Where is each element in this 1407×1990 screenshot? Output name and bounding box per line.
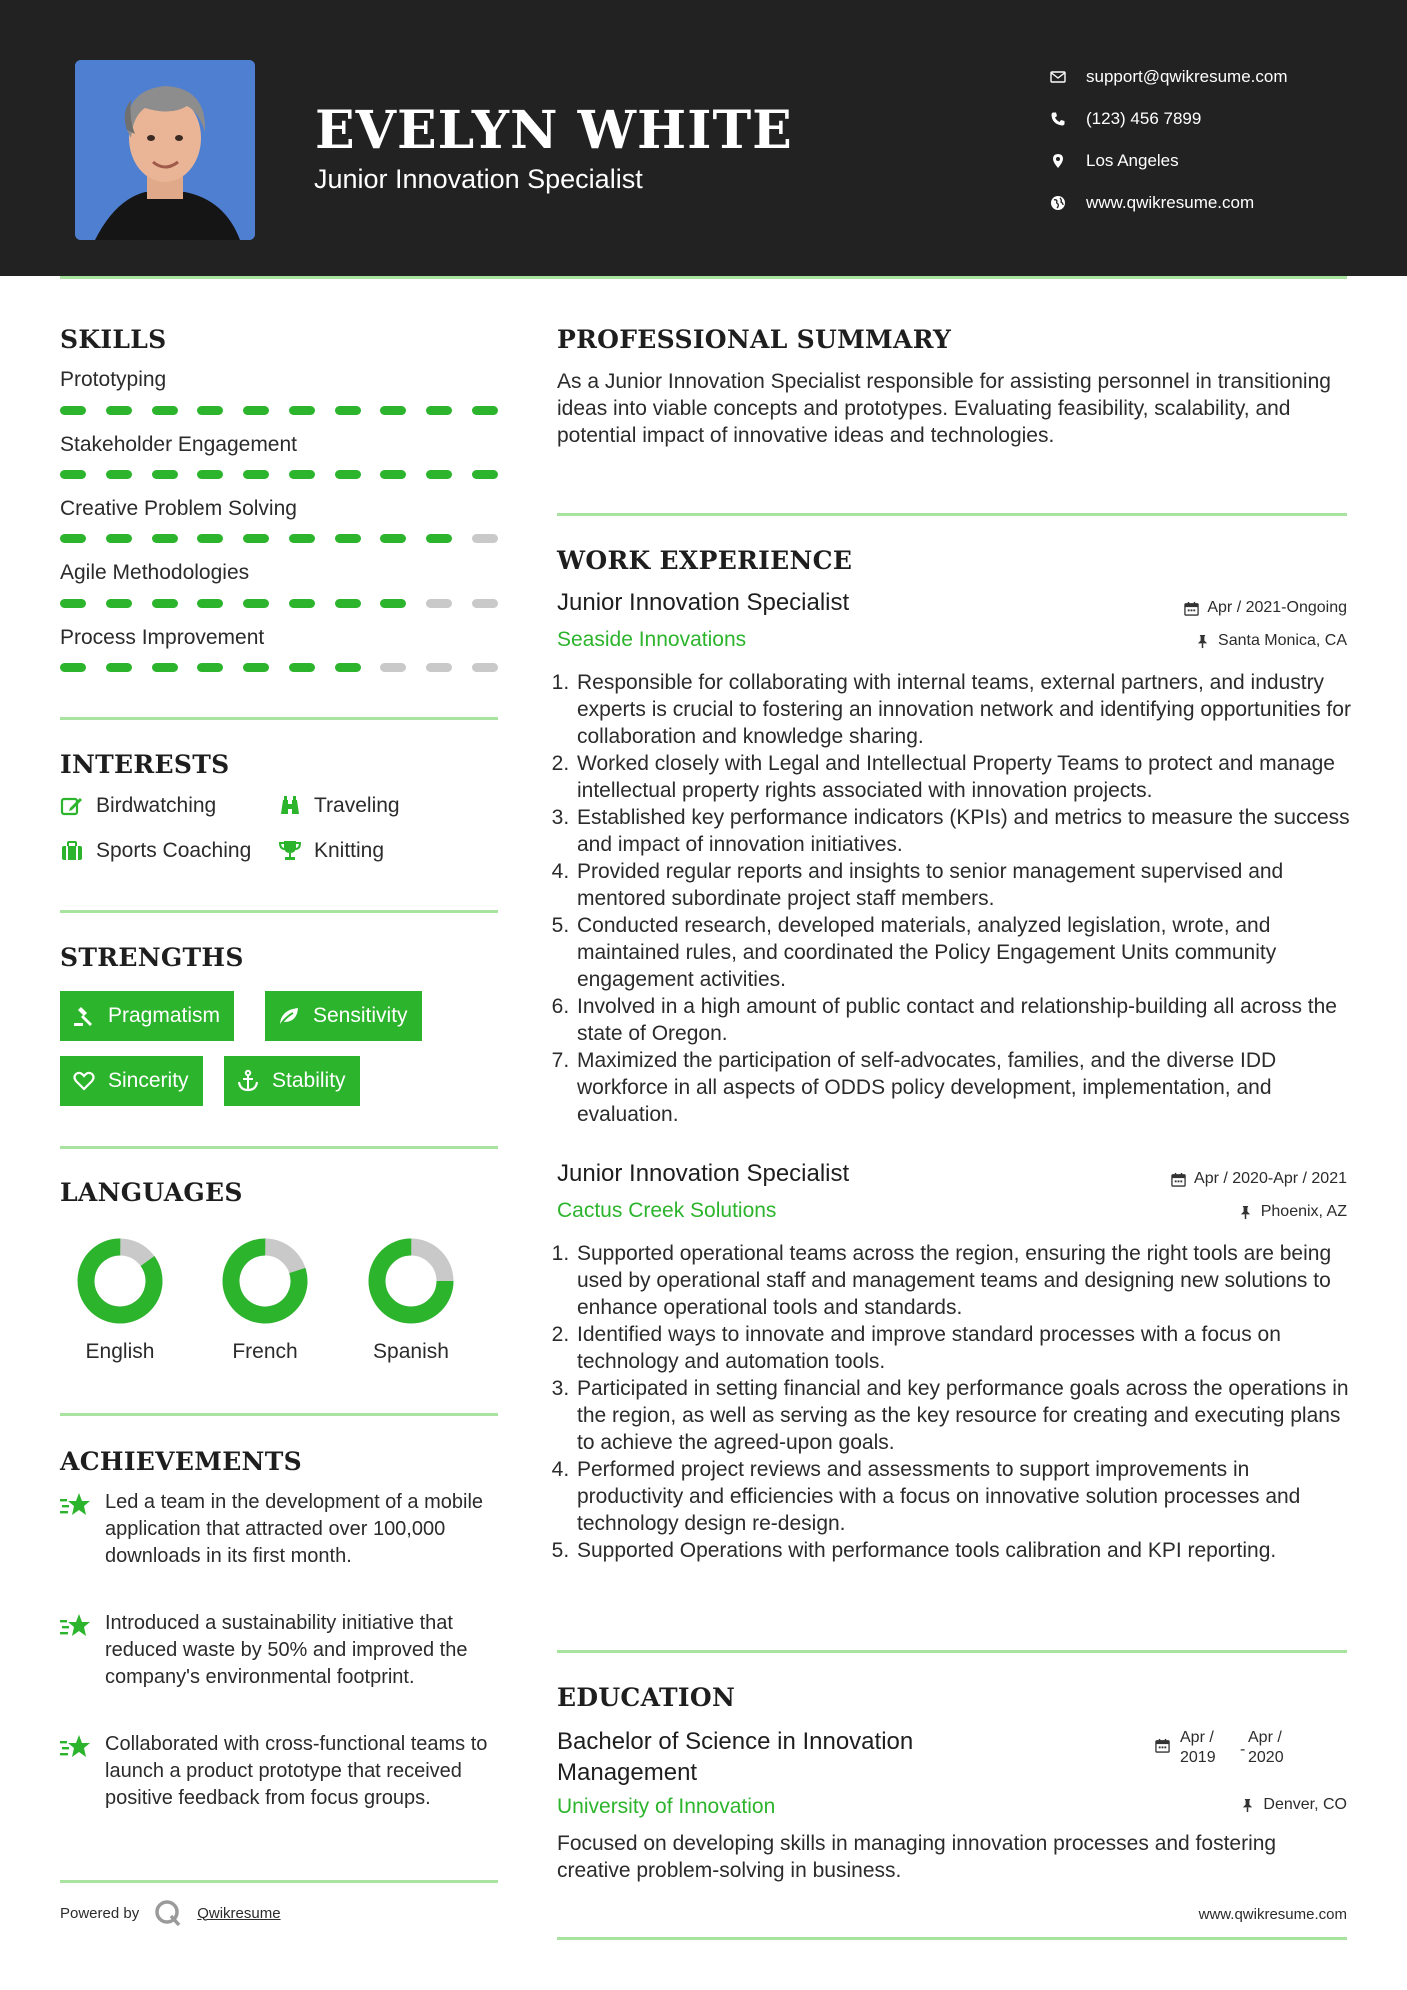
skill-dash-filled <box>197 663 223 672</box>
duty-item: 4. Performed project reviews and assessments to support improvements in productivity and efficiencies with a focus on innovative solution processes and technology design re-design. <box>575 1456 1357 1537</box>
achievement-text: Introduced a sustainability initiative that reduced waste by 50% and improved the company's environmental footprint. <box>105 1612 468 1688</box>
education-end-date <box>1248 1728 1308 1768</box>
section-divider <box>60 1413 498 1416</box>
calendar-icon <box>1171 1172 1186 1187</box>
skill-dash-empty <box>380 663 406 672</box>
phone-icon <box>1050 111 1086 127</box>
job-location <box>1238 1203 1347 1221</box>
skill-dash-filled <box>152 406 178 415</box>
degree-line: Management <box>557 1759 698 1786</box>
header-divider <box>60 276 1347 279</box>
skill-dash-empty <box>472 534 498 543</box>
strength-label: Sincerity <box>108 1069 189 1092</box>
skill-dash-filled <box>197 534 223 543</box>
duty-item: 5. Supported Operations with performance tools calibration and KPI reporting. <box>575 1537 1357 1564</box>
interest-item <box>278 794 400 818</box>
skill-dash-filled <box>197 470 223 479</box>
achievement-item <box>60 1610 500 1691</box>
education-start-date <box>1180 1728 1240 1768</box>
section-divider <box>557 513 1347 516</box>
job-date-text: Apr / 2021-Ongoing <box>1207 599 1347 616</box>
skill-dash-filled <box>335 406 361 415</box>
job-location-text: Santa Monica, CA <box>1218 632 1347 649</box>
skill-dash-filled <box>106 406 132 415</box>
duty-item: 2. Identified ways to innovate and improve standard processes with a focus on technology and automation tools. <box>575 1321 1357 1375</box>
interest-label: Traveling <box>314 794 400 817</box>
skill-dash-filled <box>335 599 361 608</box>
degree-line: Bachelor of Science in Innovation <box>557 1728 914 1755</box>
candidate-title: Junior Innovation Specialist <box>314 164 643 194</box>
strength-badge <box>265 991 422 1041</box>
skill-dash-filled <box>106 470 132 479</box>
qwikresume-link[interactable]: Qwikresume <box>197 1904 281 1922</box>
briefcase-icon <box>60 839 96 863</box>
leaf-icon <box>277 1004 301 1028</box>
envelope-icon <box>1050 69 1086 85</box>
skill-dash-filled <box>152 663 178 672</box>
skill-dash-filled <box>289 599 315 608</box>
skill-dash-filled <box>335 663 361 672</box>
duty-item: 2. Worked closely with Legal and Intellectual Property Teams to protect and manage intellectual property rights associated with innovation projects. <box>575 750 1357 804</box>
skill-dash-filled <box>152 534 178 543</box>
interest-item <box>278 839 384 863</box>
star-icon <box>60 1489 105 1570</box>
job-title: Junior Innovation Specialist <box>557 589 850 616</box>
skill-level-bar <box>60 470 498 479</box>
skill-dash-filled <box>197 406 223 415</box>
skill-dash-filled <box>60 406 86 415</box>
job-duties <box>557 1240 1357 1564</box>
date-part: Apr / <box>1180 1729 1214 1746</box>
language-item <box>356 1238 466 1364</box>
skill-dash-filled <box>152 599 178 608</box>
company-name: Seaside Innovations <box>557 628 747 651</box>
skill-dash-filled <box>106 599 132 608</box>
star-icon <box>60 1731 105 1812</box>
skill-dash-filled <box>380 599 406 608</box>
date-part: 2020 <box>1248 1749 1284 1766</box>
education-location <box>1240 1796 1347 1814</box>
skill-dash-filled <box>380 470 406 479</box>
strength-label: Pragmatism <box>108 1004 221 1027</box>
section-divider <box>60 1146 498 1149</box>
contact-phone[interactable] <box>1050 98 1288 140</box>
skill-dash-filled <box>426 406 452 415</box>
contact-list <box>1050 56 1288 224</box>
skill-dash-filled <box>380 406 406 415</box>
pushpin-icon <box>1240 1798 1255 1813</box>
education-location-text: Denver, CO <box>1263 1796 1347 1813</box>
contact-location-text: Los Angeles <box>1086 151 1179 170</box>
degree-title <box>557 1726 913 1788</box>
skills-heading: SKILLS <box>60 325 167 354</box>
skill-dash-filled <box>289 406 315 415</box>
skill-dash-filled <box>289 470 315 479</box>
heart-icon <box>72 1069 96 1093</box>
contact-email-text: support@qwikresume.com <box>1086 67 1288 86</box>
job-duties <box>557 669 1357 1128</box>
section-divider <box>60 910 498 913</box>
date-separator: - <box>1240 1741 1246 1758</box>
language-item <box>210 1238 320 1364</box>
skill-dash-filled <box>243 663 269 672</box>
language-level-ring <box>368 1238 454 1324</box>
footer-url[interactable]: www.qwikresume.com <box>1198 1906 1347 1923</box>
skill-dash-filled <box>335 534 361 543</box>
strength-label: Stability <box>272 1069 346 1092</box>
powered-by-text: Powered by <box>60 1904 140 1922</box>
education-date <box>1155 1728 1308 1768</box>
strength-badge <box>60 1056 203 1106</box>
skill-dash-empty <box>426 599 452 608</box>
job-title: Junior Innovation Specialist <box>557 1160 850 1187</box>
qwikresume-logo-icon <box>153 1898 183 1928</box>
skill-dash-filled <box>472 406 498 415</box>
skill-dash-empty <box>426 663 452 672</box>
pushpin-icon <box>1238 1205 1253 1220</box>
date-part: Apr / <box>1248 1729 1282 1746</box>
language-level-ring <box>222 1238 308 1324</box>
duty-item: 3. Established key performance indicators (KPIs) and metrics to measure the success and impact of innovation initiatives. <box>575 804 1357 858</box>
skill-dash-filled <box>243 599 269 608</box>
trophy-icon <box>278 839 314 863</box>
skill-dash-filled <box>197 599 223 608</box>
skill-dash-filled <box>243 470 269 479</box>
skill-dash-filled <box>106 534 132 543</box>
skill-dash-filled <box>380 534 406 543</box>
skill-dash-filled <box>426 534 452 543</box>
interest-item <box>60 839 251 863</box>
experience-heading: WORK EXPERIENCE <box>557 546 853 575</box>
skill-dash-empty <box>472 599 498 608</box>
skill-level-bar <box>60 406 498 415</box>
summary-heading: PROFESSIONAL SUMMARY <box>557 325 952 354</box>
languages-heading: LANGUAGES <box>60 1178 243 1207</box>
globe-icon <box>1050 195 1086 211</box>
duty-item: 7. Maximized the participation of self-advocates, families, and the diverse IDD workforce in all aspects of ODDS policy development, implementation, and evaluation. <box>575 1047 1357 1128</box>
calendar-icon <box>1155 1738 1170 1753</box>
job-date <box>1171 1170 1347 1188</box>
strengths-heading: STRENGTHS <box>60 943 244 972</box>
skill-label: Agile Methodologies <box>60 561 250 584</box>
contact-website[interactable] <box>1050 182 1288 224</box>
anchor-icon <box>236 1069 260 1093</box>
date-part: 2019 <box>1180 1749 1216 1766</box>
section-divider <box>60 717 498 720</box>
summary-text: As a Junior Innovation Specialist responsible for assisting personnel in transitioning ideas into viable concepts and prototypes. Evaluating feasibility, scalability, and potential impact of innovative ideas and technologies. <box>557 370 1331 447</box>
achievement-item <box>60 1731 500 1812</box>
contact-location <box>1050 140 1288 182</box>
gavel-icon <box>72 1004 96 1028</box>
interest-item <box>60 794 216 818</box>
contact-email[interactable] <box>1050 56 1288 98</box>
job-date <box>1184 599 1347 617</box>
education-description: Focused on developing skills in managing innovation processes and fostering creative problem-solving in business. <box>557 1832 1277 1882</box>
contact-phone-text: (123) 456 7899 <box>1086 109 1202 128</box>
interest-label: Knitting <box>314 839 385 862</box>
skill-label: Process Improvement <box>60 626 265 649</box>
duty-item: 5. Conducted research, developed materials, analyzed legislation, wrote, and maintained rules, and coordinated the Policy Engagement Units community engagement activities. <box>575 912 1357 993</box>
skill-label: Creative Problem Solving <box>60 497 297 520</box>
job-location-text: Phoenix, AZ <box>1260 1203 1347 1220</box>
duty-item: 3. Participated in setting financial and key performance goals across the operations in the region, as well as serving as the key resource for creating and executing plans to achieve the agreed-upon goals. <box>575 1375 1357 1456</box>
job-date-text: Apr / 2020-Apr / 2021 <box>1194 1170 1347 1187</box>
achievement-text: Collaborated with cross-functional teams to launch a product prototype that received positive feedback from focus groups. <box>105 1733 488 1809</box>
achievement-text: Led a team in the development of a mobile application that attracted over 100,000 downloads in its first month. <box>105 1491 484 1567</box>
section-divider <box>557 1650 1347 1653</box>
strength-label: Sensitivity <box>313 1004 408 1027</box>
company-name: Cactus Creek Solutions <box>557 1199 777 1222</box>
skill-dash-filled <box>152 470 178 479</box>
language-label: French <box>232 1340 298 1363</box>
skill-dash-filled <box>106 663 132 672</box>
calendar-icon <box>1184 601 1199 616</box>
section-divider <box>60 1880 498 1883</box>
skill-dash-empty <box>472 663 498 672</box>
skill-dash-filled <box>426 470 452 479</box>
language-item <box>65 1238 175 1364</box>
duty-item: 1. Responsible for collaborating with internal teams, external partners, and industry experts is crucial to fostering an innovation network and identifying opportunities for collaboration and knowledge sharing. <box>575 669 1357 750</box>
edit-icon <box>60 794 96 818</box>
duty-item: 1. Supported operational teams across the region, ensuring the right tools are being used by operational staff and management teams and designing new solutions to enhance operational tools and standards. <box>575 1240 1357 1321</box>
skill-dash-filled <box>335 470 361 479</box>
skill-dash-filled <box>60 663 86 672</box>
language-level-ring <box>77 1238 163 1324</box>
binoculars-icon <box>278 794 314 818</box>
map-pin-icon <box>1050 153 1086 169</box>
school-name: University of Innovation <box>557 1795 776 1818</box>
resume-header <box>0 0 1407 276</box>
strength-badge <box>60 991 234 1041</box>
achievement-item <box>60 1489 500 1570</box>
achievements-heading: ACHIEVEMENTS <box>60 1447 302 1476</box>
education-heading: EDUCATION <box>557 1683 736 1712</box>
skill-level-bar <box>60 663 498 672</box>
duty-item: 4. Provided regular reports and insights to senior management supervised and mentored subordinate project staff members. <box>575 858 1357 912</box>
skill-level-bar <box>60 599 498 608</box>
powered-by <box>60 1898 281 1928</box>
profile-photo <box>75 60 255 240</box>
skill-dash-filled <box>243 534 269 543</box>
skill-dash-filled <box>472 470 498 479</box>
language-label: Spanish <box>373 1340 449 1363</box>
skill-dash-filled <box>60 599 86 608</box>
job-location <box>1195 632 1347 650</box>
skill-label: Stakeholder Engagement <box>60 433 297 456</box>
contact-website-text: www.qwikresume.com <box>1086 193 1255 212</box>
interest-label: Sports Coaching <box>96 839 252 862</box>
language-label: English <box>85 1340 155 1363</box>
skill-level-bar <box>60 534 498 543</box>
pushpin-icon <box>1195 634 1210 649</box>
skill-dash-filled <box>289 663 315 672</box>
strength-badge <box>224 1056 360 1106</box>
duty-item: 6. Involved in a high amount of public contact and relationship-building all across the state of Oregon. <box>575 993 1357 1047</box>
skill-dash-filled <box>60 470 86 479</box>
language-ring-fill <box>77 1238 163 1324</box>
skill-dash-filled <box>243 406 269 415</box>
interests-heading: INTERESTS <box>60 750 230 779</box>
skill-label: Prototyping <box>60 368 167 391</box>
star-icon <box>60 1610 105 1691</box>
interest-label: Birdwatching <box>96 794 217 817</box>
skill-dash-filled <box>60 534 86 543</box>
candidate-name: EVELYN WHITE <box>315 100 793 161</box>
skill-dash-filled <box>289 534 315 543</box>
footer-divider <box>557 1937 1347 1940</box>
